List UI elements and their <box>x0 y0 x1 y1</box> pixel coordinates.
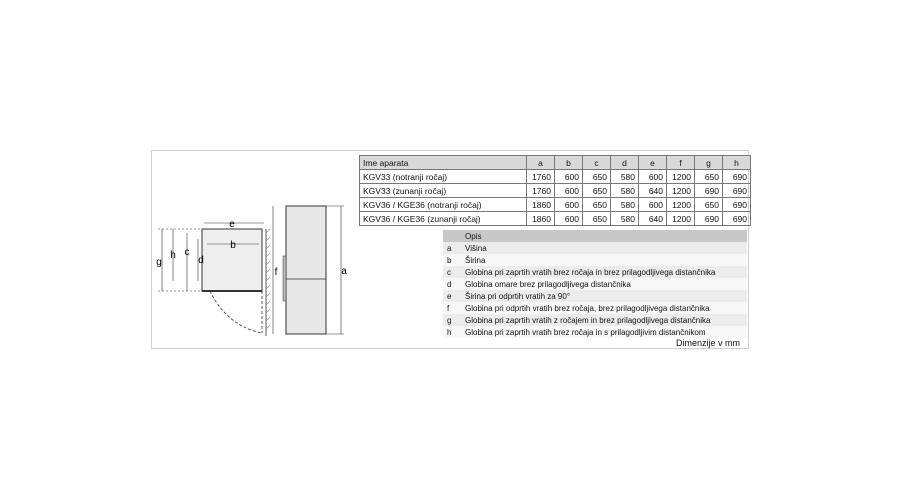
table-cell: 690 <box>723 212 751 226</box>
table-cell: 600 <box>639 170 667 184</box>
table-cell: 600 <box>639 198 667 212</box>
column-header: h <box>723 156 751 170</box>
table-cell: 650 <box>695 170 723 184</box>
legend-text: Višina <box>461 242 747 254</box>
table-cell: 650 <box>583 198 611 212</box>
table-cell: 1200 <box>667 198 695 212</box>
table-header-row <box>360 156 751 170</box>
column-header: Ime aparata <box>360 156 527 170</box>
table-cell: 690 <box>695 212 723 226</box>
table-cell: 1860 <box>527 198 555 212</box>
table-cell: 1760 <box>527 170 555 184</box>
table-cell: 600 <box>555 184 583 198</box>
table-row <box>360 198 751 212</box>
list-item <box>443 302 747 314</box>
dim-label-d: d <box>198 255 204 266</box>
column-header: b <box>555 156 583 170</box>
legend-key: h <box>443 326 461 338</box>
legend-key: f <box>443 302 461 314</box>
legend-key: c <box>443 266 461 278</box>
table-cell: 690 <box>695 184 723 198</box>
model-name: KGV33 (notranji ročaj) <box>360 170 527 184</box>
list-item <box>443 278 747 290</box>
list-item <box>443 326 747 338</box>
dim-label-e: e <box>229 219 235 230</box>
dim-label-h: h <box>170 250 176 261</box>
column-header: d <box>611 156 639 170</box>
list-item <box>443 290 747 302</box>
column-header: g <box>695 156 723 170</box>
model-name: KGV36 / KGE36 (zunanji ročaj) <box>360 212 527 226</box>
legend-text: Širina pri odprtih vratih za 90° <box>461 290 747 302</box>
legend-header-row <box>443 230 747 242</box>
list-item <box>443 314 747 326</box>
table-cell: 650 <box>583 170 611 184</box>
dim-label-c: c <box>184 247 190 258</box>
table-cell: 580 <box>611 212 639 226</box>
legend-key: e <box>443 290 461 302</box>
legend-key: a <box>443 242 461 254</box>
table-cell: 600 <box>555 170 583 184</box>
side-view-diagram <box>273 206 347 334</box>
table-cell: 1200 <box>667 170 695 184</box>
list-item <box>443 242 747 254</box>
table-cell: 690 <box>723 198 751 212</box>
table-cell: 640 <box>639 184 667 198</box>
dim-label-a: a <box>341 266 347 277</box>
units-note: Dimenzije v mm <box>676 338 741 348</box>
legend-title: Opis <box>461 230 747 242</box>
list-item <box>443 266 747 278</box>
model-name: KGV36 / KGE36 (notranji ročaj) <box>360 198 527 212</box>
legend-key: d <box>443 278 461 290</box>
table-cell: 650 <box>583 212 611 226</box>
table-cell: 580 <box>611 170 639 184</box>
list-item <box>443 254 747 266</box>
table-cell: 1200 <box>667 212 695 226</box>
column-header: c <box>583 156 611 170</box>
table-cell: 690 <box>723 170 751 184</box>
model-name: KGV33 (zunanji ročaj) <box>360 184 527 198</box>
legend-key: b <box>443 254 461 266</box>
table-row <box>360 212 751 226</box>
table-cell: 650 <box>583 184 611 198</box>
fridge-dimension-drawing <box>152 151 357 347</box>
legend-text: Globina pri zaprtih vratih brez ročaja in brez prilagodljivega distančnika <box>461 266 747 278</box>
legend-header-key <box>443 230 461 242</box>
column-header: f <box>667 156 695 170</box>
table-cell: 1860 <box>527 212 555 226</box>
legend-text: Globina pri zaprtih vratih z ročajem in brez prilagodljivega distančnika <box>461 314 747 326</box>
table-cell: 640 <box>639 212 667 226</box>
table-cell: 600 <box>555 198 583 212</box>
description-legend <box>443 230 747 338</box>
table-cell: 600 <box>555 212 583 226</box>
table-cell: 580 <box>611 198 639 212</box>
dim-label-g: g <box>156 257 162 268</box>
legend-text: Globina pri odprtih vratih brez ročaja, brez prilagodljivega distančnika <box>461 302 747 314</box>
legend-text: Globina omare brez prilagodljivega distančnika <box>461 278 747 290</box>
legend-text: Globina pri zaprtih vratih brez ročaja in s prilagodljivim distančnikom <box>461 326 747 338</box>
table-cell: 1760 <box>527 184 555 198</box>
dimensions-table <box>359 155 751 226</box>
dim-label-f: f <box>274 267 278 278</box>
column-header: e <box>639 156 667 170</box>
table-cell: 1200 <box>667 184 695 198</box>
table-cell: 690 <box>723 184 751 198</box>
table-row <box>360 184 751 198</box>
table-row <box>360 170 751 184</box>
column-header: a <box>527 156 555 170</box>
legend-key: g <box>443 314 461 326</box>
table-cell: 650 <box>695 198 723 212</box>
dim-label-b: b <box>230 240 236 251</box>
table-cell: 580 <box>611 184 639 198</box>
top-view-diagram <box>156 219 270 336</box>
legend-text: Širina <box>461 254 747 266</box>
